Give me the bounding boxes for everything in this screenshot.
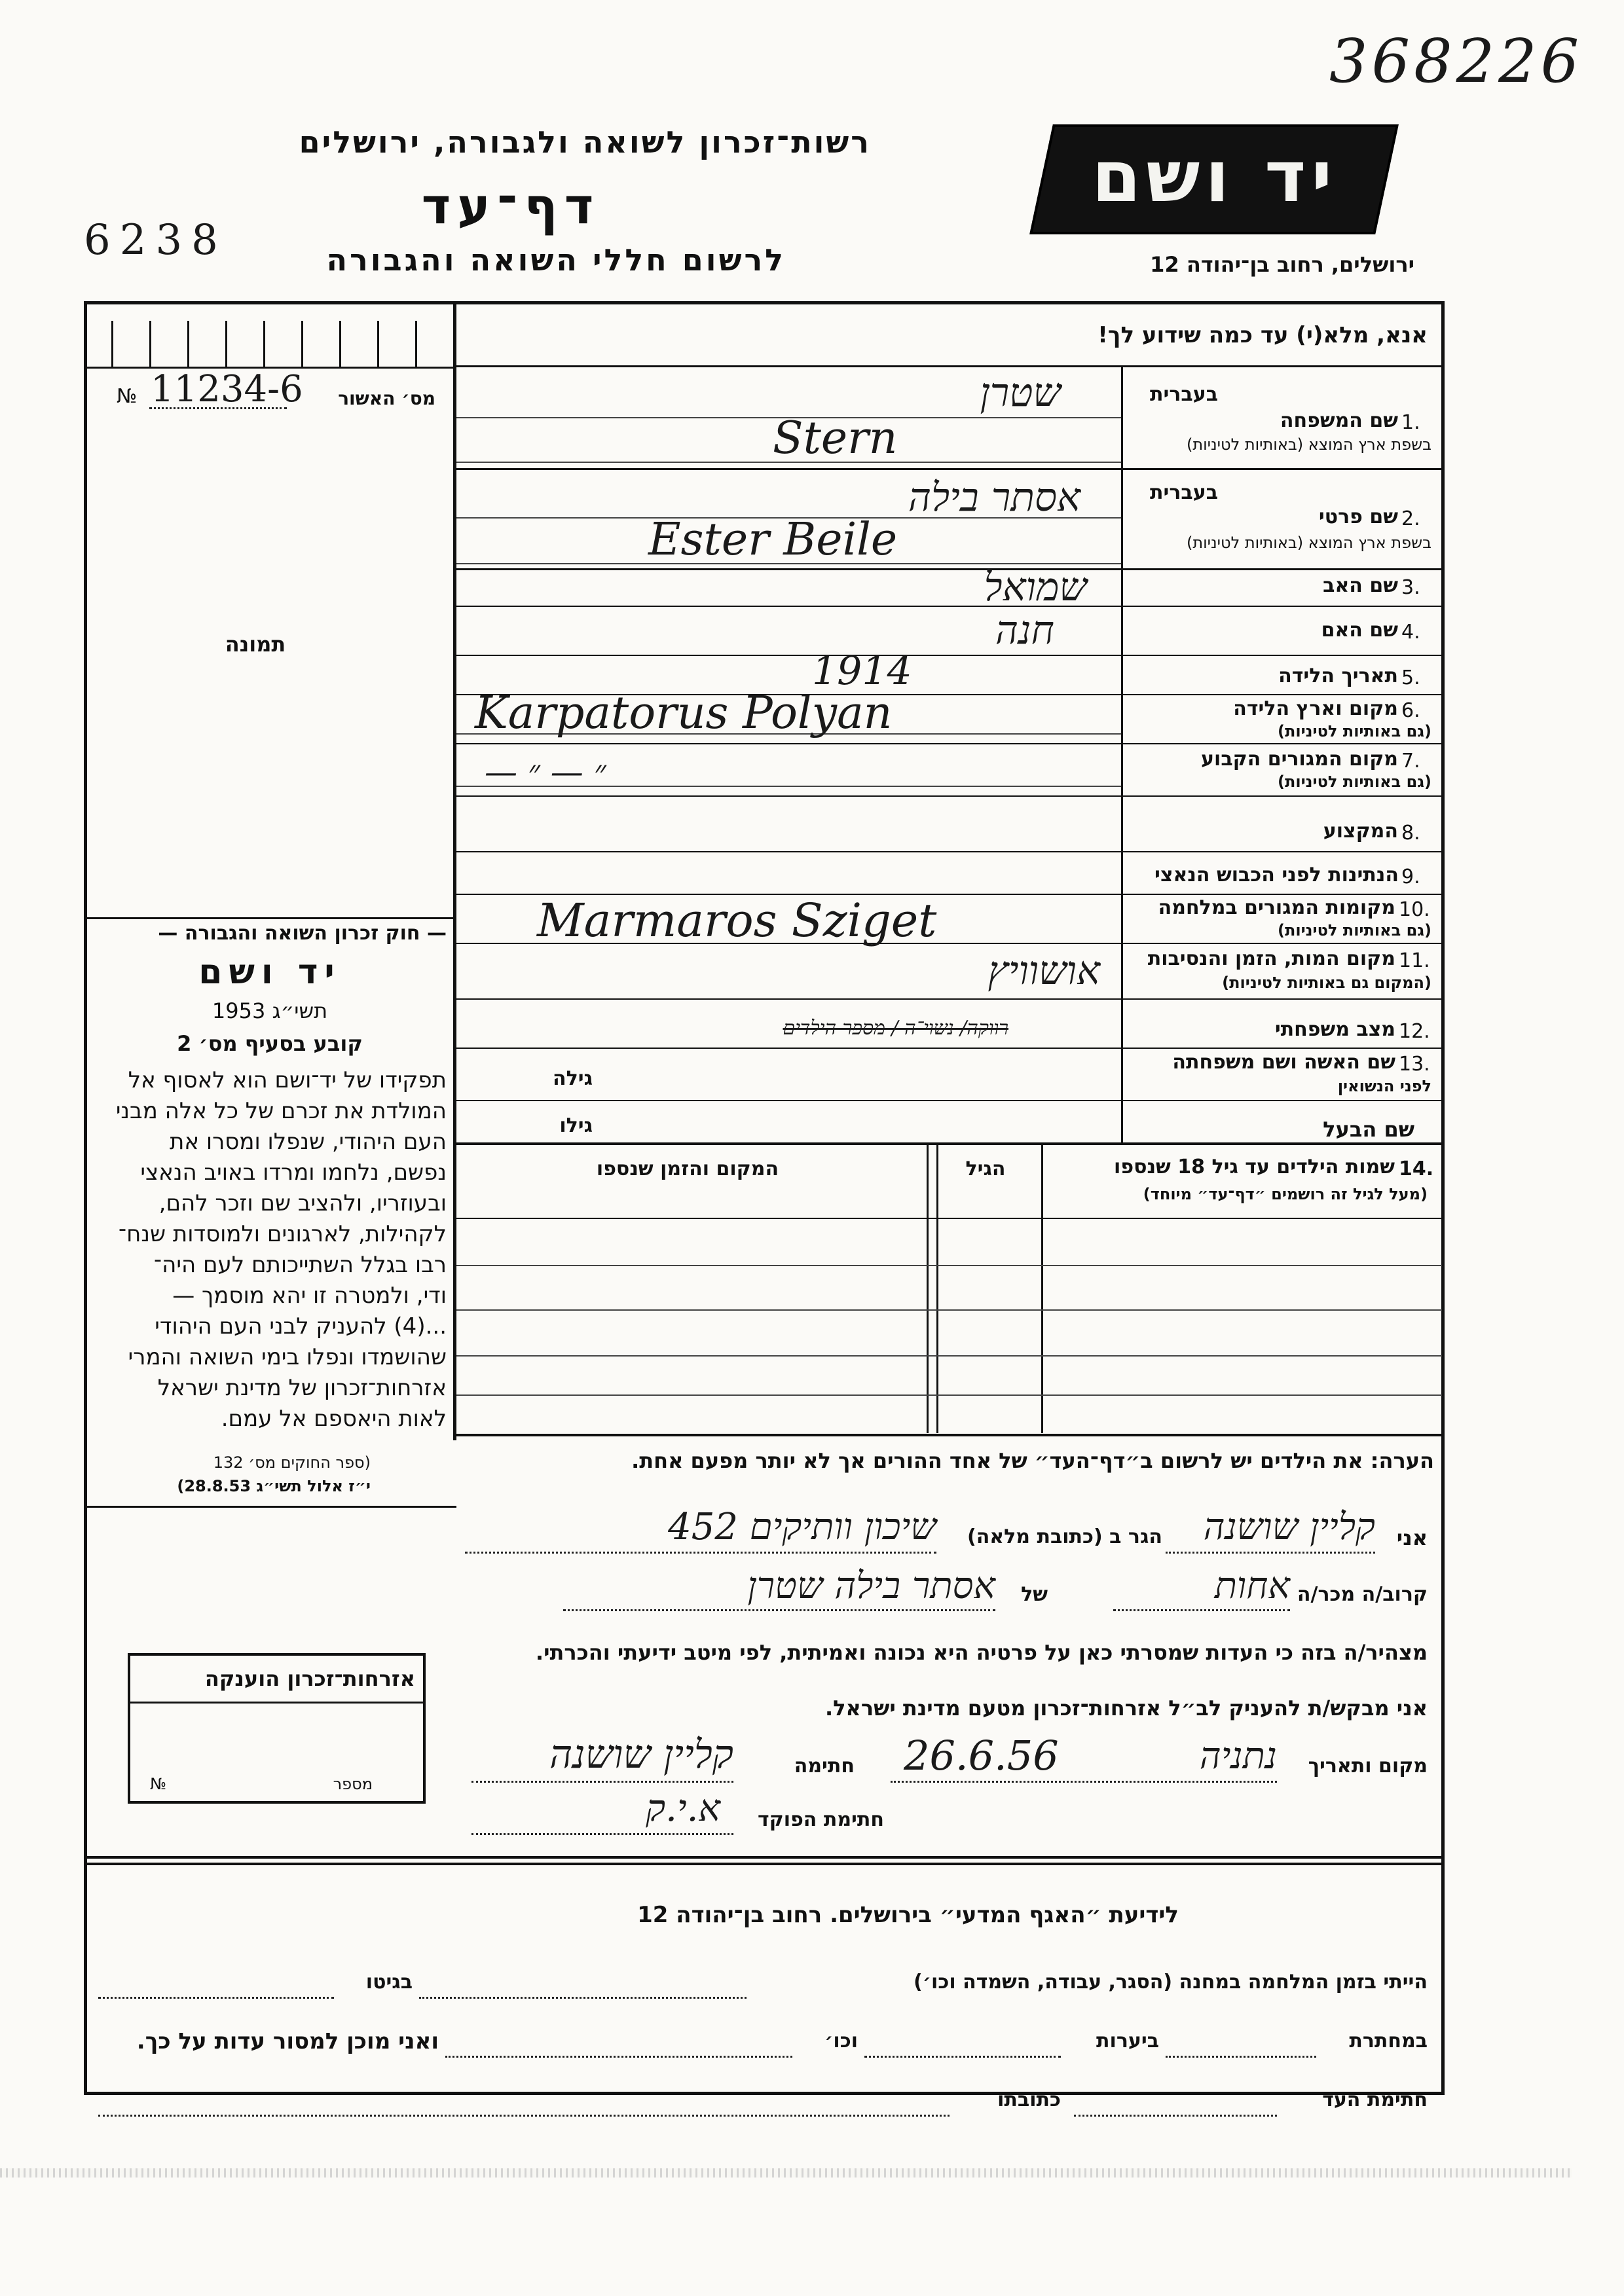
bottom-etc: וכו׳ bbox=[824, 2030, 858, 2052]
field-10-value: Marmaros Sziget bbox=[537, 894, 937, 947]
bottom-title: לידיעת ״האגף המדעי״ בירושלים. רחוב בן־יהודה 12 bbox=[637, 1902, 1179, 1928]
field-8-label: המקצוע bbox=[1323, 820, 1398, 843]
field-7-label: מקום המגורים הקבוע bbox=[1201, 748, 1398, 771]
law-line: ובעוזריו, ולהציב שם וזכר להם, bbox=[158, 1190, 447, 1216]
officer-signature: א.י.ק bbox=[646, 1787, 720, 1830]
logo-text: יד ושם bbox=[1092, 136, 1338, 218]
declaration-resident-value: שיכון וותיקים 452 bbox=[668, 1506, 936, 1548]
bottom-underground: במחתרת bbox=[1349, 2030, 1428, 2052]
declaration-of-label: של bbox=[1021, 1583, 1048, 1606]
field-4-label: שם האם bbox=[1321, 619, 1398, 642]
law-line: המולדת את זכרם של כל אלה מבני bbox=[115, 1098, 447, 1124]
field-9-label: הנתינות לפני הכבוש הנאצי bbox=[1154, 864, 1399, 886]
field-7-number: 7. bbox=[1401, 750, 1420, 773]
field-10-number: 10. bbox=[1399, 898, 1430, 921]
field-3-number: 3. bbox=[1401, 576, 1420, 599]
law-text bbox=[96, 1067, 447, 1436]
field-4-number: 4. bbox=[1401, 621, 1420, 644]
field-2-sub: בשפת ארץ המוצא (באותיות לטיניות) bbox=[1187, 534, 1431, 552]
field-11-label: מקום המות, הזמן והנסיבות bbox=[1147, 947, 1395, 970]
header-address: ירושלים, רחוב בן־יהודה 12 bbox=[1150, 252, 1414, 277]
bottom-address: כתובתו bbox=[997, 2088, 1061, 2111]
note: הערה: את הילדים יש לרשום ב״דף־העד״ של אחד ההורים אך לא יותר מפעם אחת. bbox=[631, 1448, 1434, 1473]
field-1-sub: בשפת ארץ המוצא (באותיות לטיניות) bbox=[1187, 435, 1431, 454]
children-col-age: הגיל bbox=[965, 1157, 1006, 1180]
field-2-latin-value: Ester Beile bbox=[648, 514, 898, 566]
children-label: שמות הילדים עד גיל 18 שנספו bbox=[1114, 1156, 1395, 1178]
citizenship-number-label: מספר bbox=[333, 1775, 373, 1793]
law-line: העם היהודי, שנפלו ומסרו את bbox=[169, 1129, 447, 1155]
field-6-sub: (גם באותיות לטיניות) bbox=[1278, 722, 1431, 740]
citizenship-no-sign: № bbox=[150, 1775, 166, 1793]
law-line: לאות היאספם אל עמם. bbox=[221, 1406, 447, 1432]
field-7-value: — ״ — ״ bbox=[485, 753, 606, 791]
husband-age-label: גילו bbox=[559, 1114, 593, 1137]
instructions: אנא, מלא(י) עד כמה שידוע לך! bbox=[1098, 322, 1428, 348]
officer-label: חתימת הפוקד bbox=[758, 1808, 884, 1831]
field-11-sub: (המקום גם באותיות לטיניות) bbox=[1222, 974, 1431, 992]
field-2-number: 2. bbox=[1401, 507, 1420, 530]
law-section: קובע בסעיף מס׳ 2 bbox=[177, 1031, 363, 1056]
approval-no-sign: № bbox=[117, 385, 138, 408]
declaration-i-label: אני bbox=[1396, 1525, 1428, 1550]
field-5-number: 5. bbox=[1401, 666, 1420, 689]
photo-label: תמונה bbox=[225, 632, 286, 657]
bottom-line-1: הייתי בזמן המלחמה במחנה (הסגר, עבודה, השמדה וכו׳) bbox=[913, 1971, 1428, 1994]
law-line: ודי, ולמטרה זו יהא מוסמך — bbox=[172, 1283, 447, 1309]
declaration-relative-label: קרוב/ה מכר/ה bbox=[1297, 1583, 1428, 1606]
declaration-statement-2: אני מבקש/ת להעניק לב״ל אזרחות־זכרון מטעם מדינת ישראל. bbox=[825, 1696, 1428, 1721]
approval-label: מס׳ האשור bbox=[338, 388, 435, 409]
law-line: לקהילות, לארגונים ולמוסדות שנח־ bbox=[118, 1221, 447, 1247]
bottom-ready: ואני מוכן למסור עדות על כך. bbox=[136, 2028, 439, 2054]
field-6-label: מקום וארץ הלידה bbox=[1233, 697, 1398, 720]
law-line: אזרחות־זכרון של מדינת ישראל bbox=[157, 1375, 447, 1401]
declaration-resident-label: הגר ב (כתובת מלאה) bbox=[967, 1525, 1162, 1548]
declaration-statement-1: מצהיר/ה בזה כי העדות שמסרתי כאן על פרטיה היא נכונה ואמיתית, לפי מיטב ידיעתי והכרתי. bbox=[535, 1640, 1428, 1665]
field-1-label: שם המשפחה bbox=[1280, 409, 1398, 432]
law-line: ...(4) להעניק לבני העם היהודי bbox=[155, 1313, 447, 1339]
field-10-sub: (גם באותיות לטיניות) bbox=[1278, 921, 1431, 939]
authority-name: רשות־זכרון לשואה ולגבורה, ירושלים bbox=[299, 124, 871, 160]
field-11-number: 11. bbox=[1399, 949, 1430, 972]
field-10-label: מקומות המגורים במלחמה bbox=[1158, 896, 1395, 919]
field-3-value: שמואל bbox=[984, 564, 1087, 610]
field-13-sub: לפני הנשואין bbox=[1337, 1077, 1431, 1095]
field-5-value: 1914 bbox=[812, 648, 912, 694]
field-13-number: 13. bbox=[1399, 1053, 1430, 1076]
law-line: שהושמדו ונפלו בימי השואה והמרי bbox=[128, 1344, 447, 1370]
date-value: 26.6.56 bbox=[904, 1732, 1059, 1779]
bottom-forests: ביערות bbox=[1096, 2030, 1159, 2052]
field-2-tag: בעברית bbox=[1150, 481, 1218, 504]
declaration-of-value: אסתר בילה שטרן bbox=[747, 1565, 995, 1607]
field-9-number: 9. bbox=[1401, 866, 1420, 888]
wife-age-label: גילה bbox=[553, 1067, 593, 1090]
id-boxes bbox=[111, 321, 445, 367]
citizenship-box bbox=[128, 1653, 426, 1804]
form-subtitle: לרשום חללי השואה והגבורה bbox=[326, 242, 786, 278]
signature-value: קליין שושנה bbox=[549, 1732, 733, 1777]
bottom-ghetto: בגיטו bbox=[365, 1971, 413, 1994]
field-1-tag: בעברית bbox=[1150, 383, 1218, 406]
field-14-number: 14. bbox=[1399, 1157, 1434, 1180]
bottom-witness-signature: חתימת העד bbox=[1322, 2088, 1428, 2111]
law-footnote-1: (ספר החוקים מס׳ 132 bbox=[213, 1453, 371, 1472]
field-13-label: שם האשה ושם משפחתה bbox=[1172, 1051, 1395, 1074]
field-12-value: רווקה/ נשוי־ה / מספר הילדים bbox=[783, 1017, 1008, 1040]
scan-edge bbox=[0, 2168, 1572, 2178]
law-line: רבו בגלל השתייכותם לעם היה־ bbox=[153, 1252, 447, 1278]
yad-vashem-logo bbox=[1029, 124, 1399, 234]
field-8-number: 8. bbox=[1401, 822, 1420, 845]
field-1-hebrew-value: שטרן bbox=[980, 370, 1061, 416]
archive-number: 368226 bbox=[1329, 26, 1583, 96]
signature-label: חתימה bbox=[794, 1755, 855, 1777]
children-col-place: המקום והזמן שנספו bbox=[596, 1157, 779, 1180]
form-title: דף־עד bbox=[421, 177, 600, 235]
law-heading: — חוק זכרון השואה והגבורה — bbox=[158, 922, 447, 945]
law-line: נפשם, נלחמו ומרדו באויב הנאצי bbox=[140, 1159, 447, 1186]
field-1-number: 1. bbox=[1401, 411, 1420, 434]
field-6-value: Karpatorus Polyan bbox=[475, 687, 893, 739]
declaration-i-value: קליין שושנה bbox=[1203, 1506, 1375, 1548]
field-1-latin-value: Stern bbox=[773, 412, 898, 464]
field-3-label: שם האב bbox=[1323, 574, 1398, 597]
law-year: תשי״ג 1953 bbox=[212, 998, 328, 1023]
children-sub: (מעל לגיל זה רושמים ״דף־עד״ מיוחד) bbox=[1143, 1185, 1428, 1203]
citizenship-title: אזרחות־זכרון הוענקה bbox=[204, 1666, 415, 1691]
declaration-relative-value: אחות bbox=[1214, 1565, 1290, 1607]
field-11-value: אושוויץ bbox=[987, 948, 1100, 994]
husband-label: שם הבעל bbox=[1323, 1117, 1414, 1142]
field-5-label: תאריך הלידה bbox=[1278, 665, 1398, 687]
law-logo: יד ושם bbox=[198, 953, 341, 992]
law-footnote-2: י״ז אלול תשי״ג 28.8.53) bbox=[177, 1477, 371, 1495]
field-12-number: 12. bbox=[1399, 1020, 1430, 1043]
field-12-label: מצב משפחתי bbox=[1274, 1018, 1395, 1041]
field-4-value: חנה bbox=[995, 608, 1054, 653]
field-7-sub: (גם באותיות לטיניות) bbox=[1278, 773, 1431, 791]
field-2-label: שם פרטי bbox=[1318, 505, 1398, 528]
field-2-hebrew-value: אסתר בילה bbox=[908, 475, 1080, 520]
approval-number: 11234-6 bbox=[151, 368, 303, 410]
stamp-number: 6238 bbox=[84, 216, 227, 264]
field-6-number: 6. bbox=[1401, 699, 1420, 722]
place-value: נתניה bbox=[1199, 1735, 1277, 1777]
place-date-label: מקום ותאריך bbox=[1308, 1755, 1428, 1777]
law-line: תפקידו של יד־ושם הוא לאסוף אל bbox=[128, 1067, 447, 1093]
